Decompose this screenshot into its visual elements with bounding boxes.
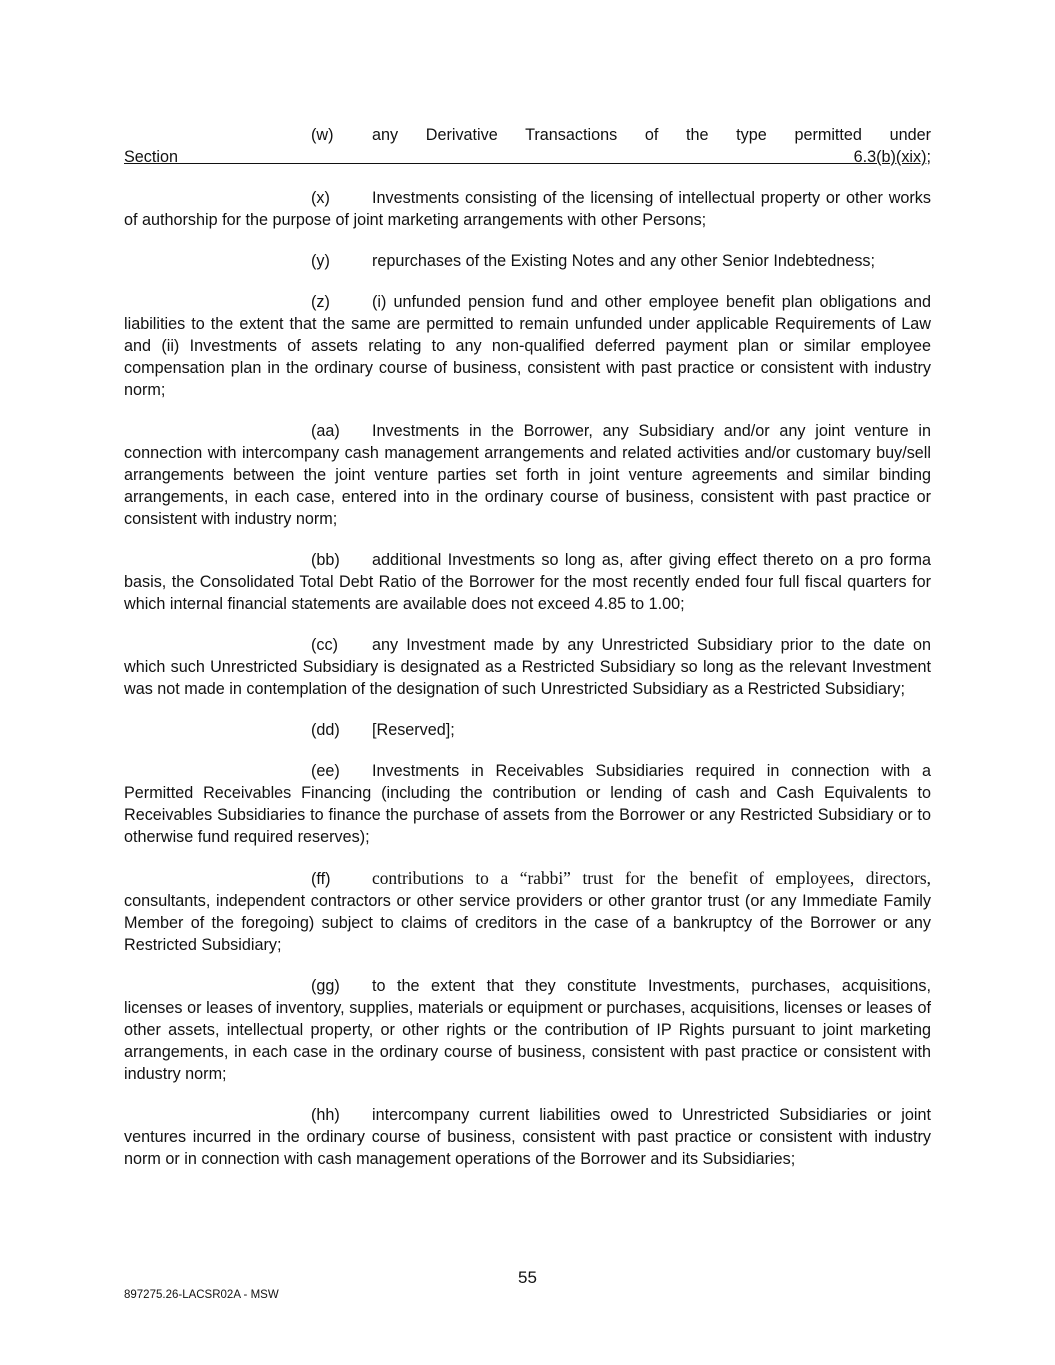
clause-y xyxy=(124,250,931,272)
clause-gg xyxy=(124,975,931,1085)
clause-label: (w) xyxy=(311,126,334,144)
clause-text: Investments in Receivables Subsidiaries required in connection with a Permitted Receivables Financing (including the contribution or lending of cash and Cash Equivalents to Receivables Subsidiaries to finance the purchase of assets from the Borrower or any Restricted Subsidiary or to otherwise fund required reserves); xyxy=(124,762,931,846)
clause-label: (cc) xyxy=(311,636,338,654)
clause-label: (aa) xyxy=(311,422,340,440)
clause-bb xyxy=(124,549,931,615)
document-id: 897275.26-LACSR02A - MSW xyxy=(124,1289,279,1301)
clause-w xyxy=(124,124,931,168)
clause-text-lead: contributions to a “rabbi” trust for the benefit of employees, directors, xyxy=(372,868,931,888)
document-body xyxy=(124,124,931,1189)
clause-label: (hh) xyxy=(311,1106,340,1124)
clause-label: (y) xyxy=(311,252,330,270)
clause-label: (x) xyxy=(311,189,330,207)
section-reference: Section 6.3(b)(xix) xyxy=(124,148,927,166)
clause-dd xyxy=(124,719,931,741)
clause-text: to the extent that they constitute Investments, purchases, acquisitions, licenses or leases of inventory, supplies, materials or equipment or purchases, acquisitions, licenses or leases of other assets, intellectual property, or other rights or the contribution of IP Rights pursuant to joint marketing arrangements, in each case in the ordinary course of business, consistent with past practice or consistent with industry norm; xyxy=(124,977,931,1083)
clause-label: (ff) xyxy=(311,870,331,888)
clause-z xyxy=(124,291,931,401)
clause-text: [Reserved]; xyxy=(372,721,455,739)
clause-text: any Derivative Transactions of the type permitted under xyxy=(372,126,931,144)
clause-text: (i) unfunded pension fund and other employee benefit plan obligations and liabilities to the extent that the same are permitted to remain unfunded under applicable Requirements of Law and (ii) Investments of assets relating to any non-qualified deferred payment plan or similar employee compensation plan in the ordinary course of business, consistent with past practice or consistent with industry norm; xyxy=(124,293,931,399)
clause-text: any Investment made by any Unrestricted Subsidiary prior to the date on which such Unrestricted Subsidiary is designated as a Restricted Subsidiary so long as the relevant Investment was not made in contemplation of the designation of such Unrestricted Subsidiary as a Restricted Subsidiary; xyxy=(124,636,931,698)
clause-ee xyxy=(124,760,931,848)
clause-text: additional Investments so long as, after giving effect thereto on a pro forma basis, the Consolidated Total Debt Ratio of the Borrower for the most recently ended four full fiscal quarters for which internal financial statements are available does not exceed 4.85 to 1.00; xyxy=(124,551,931,613)
clause-label: (ee) xyxy=(311,762,340,780)
clause-text: consultants, independent contractors or other service providers or other grantor trust (or any Immediate Family Member of the foregoing) subject to claims of creditors in the case of a bankruptcy of the Borrower or any Restricted Subsidiary; xyxy=(124,892,931,954)
clause-x xyxy=(124,187,931,231)
clause-text: repurchases of the Existing Notes and any other Senior Indebtedness; xyxy=(372,252,876,270)
clause-ff xyxy=(124,867,931,956)
clause-label: (bb) xyxy=(311,551,340,569)
clause-label: (gg) xyxy=(311,977,340,995)
clause-aa xyxy=(124,420,931,530)
clause-text: Investments consisting of the licensing of intellectual property or other works of authorship for the purpose of joint marketing arrangements with other Persons; xyxy=(124,189,931,229)
clause-hh xyxy=(124,1104,931,1170)
clause-label: (z) xyxy=(311,293,330,311)
page-number: 55 xyxy=(518,1268,537,1287)
clause-terminator: ; xyxy=(926,148,931,166)
clause-label: (dd) xyxy=(311,721,340,739)
clause-text: Investments in the Borrower, any Subsidiary and/or any joint venture in connection with intercompany cash management arrangements and related activities and/or customary buy/sell arrangements between the joint venture parties set forth in joint venture agreements and similar binding arrangements, in each case, entered into in the ordinary course of business, consistent with past practice or consistent with industry norm; xyxy=(124,422,931,528)
clause-cc xyxy=(124,634,931,700)
clause-text: intercompany current liabilities owed to Unrestricted Subsidiaries or joint ventures incurred in the ordinary course of business, consistent with past practice or consistent with industry norm or in connection with cash management operations of the Borrower and its Subsidiaries; xyxy=(124,1106,931,1168)
